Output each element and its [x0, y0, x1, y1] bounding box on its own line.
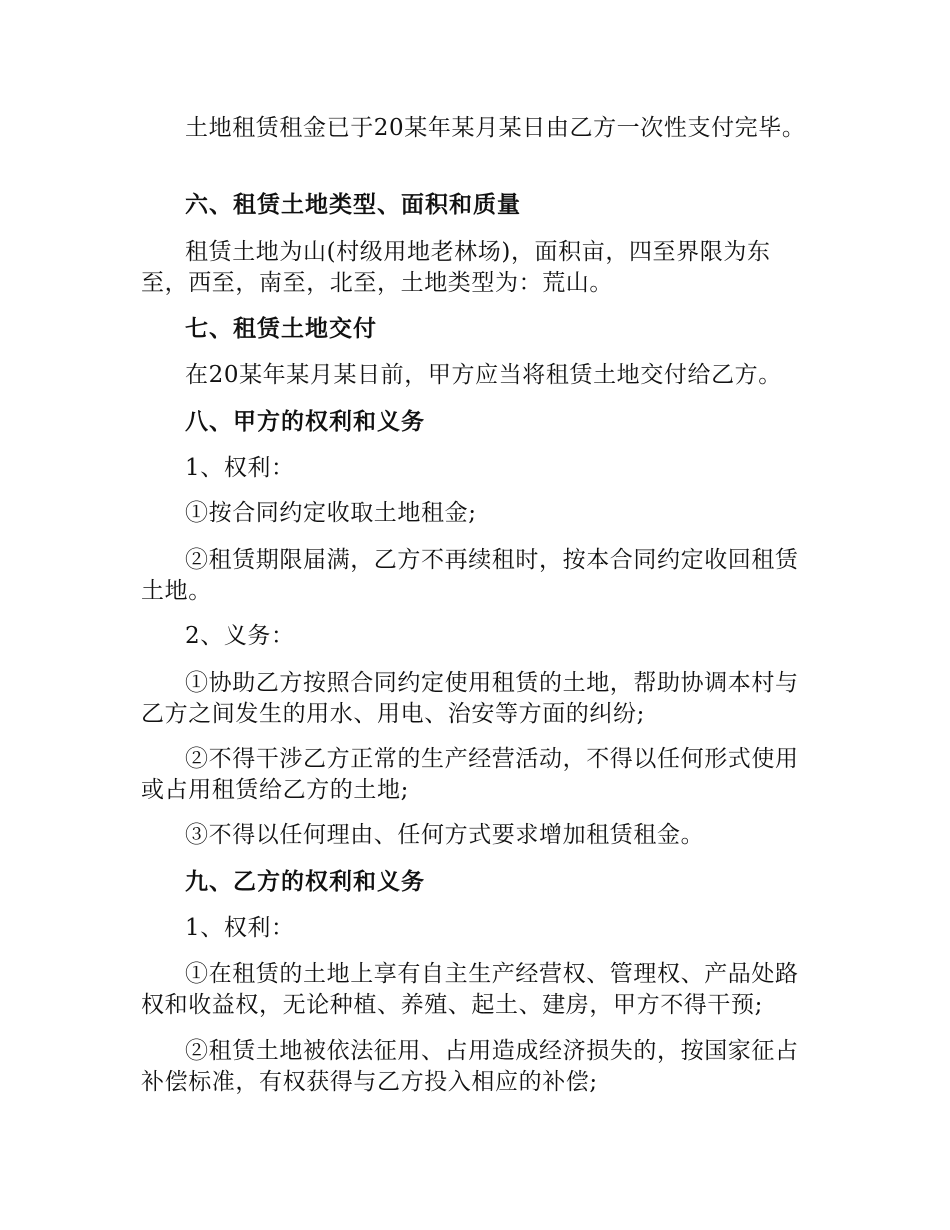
- paragraph-party-a-duties-label: 2、义务：: [185, 623, 295, 649]
- paragraph-party-b-right-2: ②租赁土地被依法征用、占用造成经济损失的，按国家征占补偿标准，有权获得与乙方投入相应的补偿;: [141, 1038, 799, 1095]
- section-heading-9: 九、乙方的权利和义务: [185, 869, 425, 895]
- paragraph-party-a-right-2: ②租赁期限届满，乙方不再续租时，按本合同约定收回租赁土地。: [141, 547, 799, 604]
- paragraph-rent-paid: 土地租赁租金已于20某年某月某日由乙方一次性支付完毕。: [185, 115, 806, 141]
- section-heading-8: 八、甲方的权利和义务: [185, 409, 425, 435]
- paragraph-land-type: 租赁土地为山(村级用地老林场)，面积亩，四至界限为东至，西至，南至，北至，土地类型为：荒山。: [141, 239, 771, 296]
- paragraph-party-b-rights-label: 1、权利：: [185, 915, 295, 941]
- paragraph-party-b-right-1: ①在租赁的土地上享有自主生产经营权、管理权、产品处路权和收益权，无论种植、养殖、起土、建房，甲方不得干预;: [141, 961, 799, 1018]
- paragraph-party-a-rights-label: 1、权利：: [185, 455, 295, 481]
- paragraph-party-a-duty-3: ③不得以任何理由、任何方式要求增加租赁租金。: [185, 822, 705, 848]
- section-heading-6: 六、租赁土地类型、面积和质量: [185, 192, 521, 218]
- paragraph-party-a-right-1: ①按合同约定收取土地租金;: [185, 500, 477, 526]
- paragraph-party-a-duty-2: ②不得干涉乙方正常的生产经营活动，不得以任何形式使用或占用租赁给乙方的土地;: [141, 746, 799, 803]
- section-heading-7: 七、租赁土地交付: [185, 316, 377, 342]
- paragraph-land-delivery: 在20某年某月某日前，甲方应当将租赁土地交付给乙方。: [185, 362, 782, 388]
- paragraph-party-a-duty-1: ①协助乙方按照合同约定使用租赁的土地，帮助协调本村与乙方之间发生的用水、用电、治安等方面的纠纷;: [141, 670, 799, 727]
